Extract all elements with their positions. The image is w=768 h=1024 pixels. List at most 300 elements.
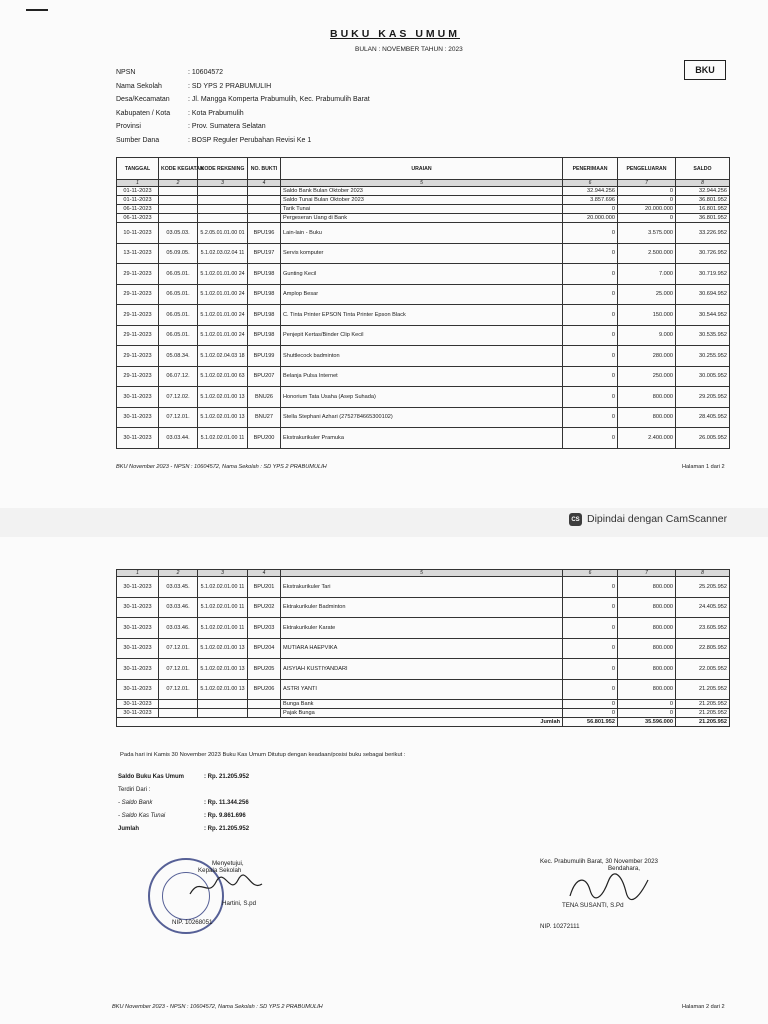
summary-label: Jumlah <box>118 825 140 832</box>
table-row <box>117 196 730 205</box>
summary-value: : Rp. 21.205.952 <box>204 773 250 780</box>
cell-kode-kegiatan: 03.03.46. <box>159 597 198 618</box>
col-number: 2 <box>159 180 198 187</box>
cell-uraian: Bunga Bank <box>281 700 563 709</box>
col-number: 3 <box>198 570 248 577</box>
col-number: 7 <box>618 180 676 187</box>
cell-kode-kegiatan: 03.03.45. <box>159 577 198 598</box>
summary-row <box>118 809 249 822</box>
cell-uraian: C. Tinta Printer EPSON Tinta Printer Epson Black <box>281 305 563 326</box>
summary-value: : Rp. 9.861.696 <box>204 812 246 819</box>
cell-uraian: Stella Stephani Azhari (2752784665300102) <box>281 407 563 428</box>
treasurer-signature-block <box>540 858 658 930</box>
cell-kode-rekening: 5.1.02.02.04.03 18 <box>198 346 248 367</box>
cell-saldo: 21.205.952 <box>676 700 730 709</box>
info-label: Kabupaten / Kota <box>116 109 171 117</box>
info-row <box>116 80 370 94</box>
cell-kode-kegiatan <box>159 196 198 205</box>
cell-kode-rekening: 5.1.02.01.01.00 24 <box>198 325 248 346</box>
col-number: 6 <box>563 570 618 577</box>
cell-no-bukti: BPU203 <box>248 618 281 639</box>
cell-no-bukti <box>248 709 281 718</box>
col-header: TANGGAL <box>117 158 159 180</box>
cell-pengeluaran: 150.000 <box>618 305 676 326</box>
table-row <box>117 325 730 346</box>
cell-kode-kegiatan <box>159 709 198 718</box>
col-header: KODE REKENING <box>198 158 248 180</box>
cell-pengeluaran: 3.575.000 <box>618 223 676 244</box>
total-pengeluaran: 35.596.000 <box>618 718 676 727</box>
cell-pengeluaran: 800.000 <box>618 659 676 680</box>
cell-saldo: 30.726.952 <box>676 243 730 264</box>
cell-saldo: 26.005.952 <box>676 428 730 449</box>
table-row <box>117 597 730 618</box>
cell-kode-kegiatan: 03.03.46. <box>159 618 198 639</box>
camscanner-watermark: Dipindai dengan CamScanner <box>587 513 728 525</box>
info-value: : Kota Prabumulih <box>188 109 244 117</box>
cell-uraian: Gunting Kecil <box>281 264 563 285</box>
table-row <box>117 709 730 718</box>
cell-saldo: 33.226.952 <box>676 223 730 244</box>
cell-kode-rekening: 5.1.02.02.01.00 13 <box>198 387 248 408</box>
cell-tanggal: 30-11-2023 <box>117 679 159 700</box>
cell-tanggal: 30-11-2023 <box>117 387 159 408</box>
table-row <box>117 214 730 223</box>
table-row <box>117 407 730 428</box>
cell-saldo: 16.801.952 <box>676 205 730 214</box>
closing-statement: Pada hari ini Kamis 30 November 2023 Buku Kas Umum Ditutup dengan keadaan/posisi buku sebagai berikut : <box>120 752 406 758</box>
cell-tanggal: 29-11-2023 <box>117 346 159 367</box>
table-header-row <box>117 158 730 180</box>
cell-saldo: 30.694.952 <box>676 284 730 305</box>
scan-mark <box>26 9 48 11</box>
summary-row <box>118 796 249 809</box>
col-number: 4 <box>248 180 281 187</box>
cell-tanggal: 30-11-2023 <box>117 638 159 659</box>
cell-kode-rekening <box>198 205 248 214</box>
cell-no-bukti: BPU200 <box>248 428 281 449</box>
cell-pengeluaran: 2.500.000 <box>618 243 676 264</box>
cell-uraian: Penjepit Kertas/Binder Clip Kecil <box>281 325 563 346</box>
cell-kode-kegiatan: 07.12.01. <box>159 679 198 700</box>
document-subtitle: BULAN : NOVEMBER TAHUN : 2023 <box>355 46 463 53</box>
cell-kode-rekening: 5.2.05.01.01.00 01 <box>198 223 248 244</box>
cell-pengeluaran: 800.000 <box>618 387 676 408</box>
cell-no-bukti: BPU198 <box>248 325 281 346</box>
summary-row <box>118 783 249 796</box>
cell-penerimaan: 0 <box>563 428 618 449</box>
cell-kode-rekening: 5.1.02.03.02.04 11 <box>198 243 248 264</box>
cell-kode-kegiatan <box>159 205 198 214</box>
cell-penerimaan: 32.944.256 <box>563 187 618 196</box>
cell-kode-kegiatan: 07.12.01. <box>159 638 198 659</box>
table-row <box>117 700 730 709</box>
cell-penerimaan: 3.857.696 <box>563 196 618 205</box>
cell-kode-rekening: 5.1.02.02.01.00 11 <box>198 428 248 449</box>
cell-pengeluaran: 20.000.000 <box>618 205 676 214</box>
summary-value: : Rp. 11.344.256 <box>204 799 249 806</box>
cell-kode-rekening <box>198 700 248 709</box>
table-row <box>117 346 730 367</box>
total-penerimaan: 56.801.952 <box>563 718 618 727</box>
page-1 <box>0 0 768 508</box>
summary-value: : Rp. 21.205.952 <box>204 825 250 832</box>
cell-saldo: 30.005.952 <box>676 366 730 387</box>
cell-penerimaan: 0 <box>563 597 618 618</box>
cell-saldo: 30.719.952 <box>676 264 730 285</box>
cell-uraian: Saldo Bank Bulan Oktober 2023 <box>281 187 563 196</box>
cell-no-bukti: BPU205 <box>248 659 281 680</box>
principal-name: Hartini, S.pd <box>222 900 257 907</box>
cell-no-bukti: BPU204 <box>248 638 281 659</box>
cell-tanggal: 30-11-2023 <box>117 597 159 618</box>
info-label: Nama Sekolah <box>116 82 162 90</box>
col-number: 1 <box>117 570 159 577</box>
cell-uraian: Servis komputer <box>281 243 563 264</box>
table-row <box>117 305 730 326</box>
cell-penerimaan: 0 <box>563 325 618 346</box>
cell-uraian: Shuttlecock badminton <box>281 346 563 367</box>
table-row <box>117 205 730 214</box>
cell-penerimaan: 0 <box>563 407 618 428</box>
cell-saldo: 36.801.952 <box>676 214 730 223</box>
cell-penerimaan: 0 <box>563 700 618 709</box>
summary-row <box>118 822 249 835</box>
cell-kode-kegiatan: 06.07.12. <box>159 366 198 387</box>
page-number: Halaman 2 dari 2 <box>682 1004 725 1010</box>
info-row <box>116 66 370 80</box>
cell-penerimaan: 0 <box>563 366 618 387</box>
cell-penerimaan: 0 <box>563 284 618 305</box>
cell-kode-kegiatan: 05.08.34. <box>159 346 198 367</box>
cell-kode-kegiatan: 07.12.01. <box>159 659 198 680</box>
info-label: NPSN <box>116 69 136 77</box>
balance-summary <box>118 770 249 835</box>
info-row <box>116 93 370 107</box>
cell-saldo: 25.205.952 <box>676 577 730 598</box>
cell-kode-rekening <box>198 214 248 223</box>
principal-signature-block <box>160 860 266 926</box>
cell-no-bukti: BPU201 <box>248 577 281 598</box>
cell-pengeluaran: 250.000 <box>618 366 676 387</box>
cell-penerimaan: 0 <box>563 264 618 285</box>
cell-pengeluaran: 9.000 <box>618 325 676 346</box>
table-row <box>117 387 730 408</box>
cell-kode-rekening: 5.1.02.02.01.00 13 <box>198 407 248 428</box>
table-row <box>117 223 730 244</box>
cell-penerimaan: 0 <box>563 638 618 659</box>
cell-kode-rekening: 5.1.02.01.01.00 24 <box>198 264 248 285</box>
info-row <box>116 134 370 148</box>
cell-saldo: 30.535.952 <box>676 325 730 346</box>
ledger-table-page-1 <box>116 157 730 449</box>
summary-label: - Saldo Bank <box>118 799 153 806</box>
cell-no-bukti: BPU198 <box>248 305 281 326</box>
cell-penerimaan: 0 <box>563 618 618 639</box>
cell-uraian: MUTIARA HAEPVIKA <box>281 638 563 659</box>
cell-kode-kegiatan <box>159 214 198 223</box>
table-row <box>117 187 730 196</box>
cell-tanggal: 29-11-2023 <box>117 264 159 285</box>
cell-tanggal: 10-11-2023 <box>117 223 159 244</box>
cell-uraian: Ekstrakurikuler Tari <box>281 577 563 598</box>
cell-uraian: Tarik Tunai <box>281 205 563 214</box>
ledger-table-page-2 <box>116 569 730 727</box>
info-value: : Jl. Mangga Komperta Prabumulih, Kec. Prabumulih Barat <box>188 96 370 104</box>
cell-kode-kegiatan: 07.12.02. <box>159 387 198 408</box>
cell-uraian: Lain-lain - Buku <box>281 223 563 244</box>
cell-kode-kegiatan <box>159 187 198 196</box>
cell-no-bukti: BPU196 <box>248 223 281 244</box>
table-row <box>117 243 730 264</box>
treasurer-nip: NIP. 10272111 <box>540 923 580 930</box>
cell-no-bukti <box>248 700 281 709</box>
treasurer-name: TENA SUSANTI, S.Pd <box>562 902 624 909</box>
column-number-row <box>117 570 730 577</box>
cell-kode-kegiatan: 05.09.05. <box>159 243 198 264</box>
cell-penerimaan: 0 <box>563 205 618 214</box>
cell-kode-rekening: 5.1.02.01.01.00 24 <box>198 284 248 305</box>
ledger-body-page-2 <box>117 577 730 718</box>
col-header: KODE KEGIATAN <box>159 158 198 180</box>
cell-no-bukti <box>248 214 281 223</box>
cell-kode-rekening: 5.1.02.02.01.00 63 <box>198 366 248 387</box>
cell-pengeluaran: 800.000 <box>618 407 676 428</box>
sign-place-date: Kec. Prabumulih Barat, 30 November 2023 <box>540 858 658 865</box>
cell-kode-rekening: 5.1.02.02.01.00 13 <box>198 679 248 700</box>
cell-saldo: 24.405.952 <box>676 597 730 618</box>
cell-saldo: 30.255.952 <box>676 346 730 367</box>
cell-pengeluaran: 2.400.000 <box>618 428 676 449</box>
cell-penerimaan: 0 <box>563 577 618 598</box>
cell-pengeluaran: 0 <box>618 700 676 709</box>
summary-label: Terdiri Dari : <box>118 786 151 793</box>
cell-kode-rekening: 5.1.02.02.01.00 11 <box>198 597 248 618</box>
treasurer-role: Bendahara, <box>608 865 640 872</box>
table-row <box>117 428 730 449</box>
cell-pengeluaran: 0 <box>618 709 676 718</box>
cell-uraian: Amplop Besar <box>281 284 563 305</box>
cell-saldo: 36.801.952 <box>676 196 730 205</box>
cell-no-bukti: BNU26 <box>248 387 281 408</box>
cell-tanggal: 29-11-2023 <box>117 366 159 387</box>
table-row <box>117 284 730 305</box>
cell-kode-rekening: 5.1.02.02.01.00 13 <box>198 659 248 680</box>
cell-penerimaan: 20.000.000 <box>563 214 618 223</box>
cell-kode-rekening: 5.1.02.02.01.00 11 <box>198 577 248 598</box>
col-number: 2 <box>159 570 198 577</box>
cell-kode-kegiatan: 03.03.44. <box>159 428 198 449</box>
cell-no-bukti: BPU206 <box>248 679 281 700</box>
cell-saldo: 21.205.952 <box>676 679 730 700</box>
cell-no-bukti: BPU199 <box>248 346 281 367</box>
cell-no-bukti: BNU27 <box>248 407 281 428</box>
camscanner-icon: CS <box>569 513 582 526</box>
cell-uraian: Ekstrakurikuler Pramuka <box>281 428 563 449</box>
cell-tanggal: 30-11-2023 <box>117 659 159 680</box>
cell-saldo: 22.805.952 <box>676 638 730 659</box>
cell-pengeluaran: 800.000 <box>618 618 676 639</box>
cell-kode-kegiatan: 06.05.01. <box>159 284 198 305</box>
cell-no-bukti: BPU202 <box>248 597 281 618</box>
table-row <box>117 577 730 598</box>
info-value: : 10604572 <box>188 69 224 77</box>
column-number-row <box>117 180 730 187</box>
col-header: URAIAN <box>281 158 563 180</box>
signature-icon <box>564 872 654 902</box>
principal-role: Menyetujui, <box>212 860 244 867</box>
table-row <box>117 679 730 700</box>
document-title: BUKU KAS UMUM <box>330 28 460 40</box>
cell-saldo: 32.944.256 <box>676 187 730 196</box>
school-info <box>116 66 370 147</box>
cell-penerimaan: 0 <box>563 223 618 244</box>
col-header: NO. BUKTI <box>248 158 281 180</box>
cell-pengeluaran: 7.000 <box>618 264 676 285</box>
cell-kode-rekening <box>198 709 248 718</box>
total-row <box>117 718 730 727</box>
cell-tanggal: 01-11-2023 <box>117 187 159 196</box>
cell-pengeluaran: 0 <box>618 214 676 223</box>
cell-tanggal: 29-11-2023 <box>117 305 159 326</box>
total-saldo: 21.205.952 <box>676 718 730 727</box>
cell-saldo: 22.005.952 <box>676 659 730 680</box>
col-number: 8 <box>676 570 730 577</box>
cell-saldo: 23.605.952 <box>676 618 730 639</box>
cell-saldo: 21.205.952 <box>676 709 730 718</box>
cell-saldo: 30.544.952 <box>676 305 730 326</box>
cell-penerimaan: 0 <box>563 346 618 367</box>
cell-saldo: 28.405.952 <box>676 407 730 428</box>
page-footer: BKU November 2023 - NPSN : 10604572, Nama Sekolah : SD YPS 2 PRABUMULIH <box>112 1004 323 1010</box>
principal-role-title: Kepala Sekolah <box>198 867 242 874</box>
cell-penerimaan: 0 <box>563 659 618 680</box>
cell-no-bukti <box>248 205 281 214</box>
cell-tanggal: 30-11-2023 <box>117 700 159 709</box>
col-header: PENERIMAAN <box>563 158 618 180</box>
info-label: Provinsi <box>116 123 141 131</box>
cell-pengeluaran: 800.000 <box>618 638 676 659</box>
col-number: 3 <box>198 180 248 187</box>
page-footer: BKU November 2023 - NPSN : 10604572, Nama Sekolah : SD YPS 2 PRABUMULIH <box>116 464 327 470</box>
cell-penerimaan: 0 <box>563 679 618 700</box>
cell-pengeluaran: 0 <box>618 196 676 205</box>
cell-pengeluaran: 800.000 <box>618 679 676 700</box>
col-number: 4 <box>248 570 281 577</box>
cell-penerimaan: 0 <box>563 243 618 264</box>
cell-uraian: Pajak Bunga <box>281 709 563 718</box>
cell-kode-rekening: 5.1.02.02.01.00 11 <box>198 618 248 639</box>
cell-kode-rekening: 5.1.02.02.01.00 13 <box>198 638 248 659</box>
cell-tanggal: 30-11-2023 <box>117 709 159 718</box>
cell-tanggal: 06-11-2023 <box>117 205 159 214</box>
principal-nip: NIP. 10268051 <box>172 919 213 926</box>
col-number: 5 <box>281 180 563 187</box>
cell-tanggal: 01-11-2023 <box>117 196 159 205</box>
cell-kode-kegiatan: 06.05.01. <box>159 264 198 285</box>
cell-no-bukti <box>248 196 281 205</box>
info-row <box>116 107 370 121</box>
cell-kode-kegiatan: 06.05.01. <box>159 325 198 346</box>
summary-label: - Saldo Kas Tunai <box>118 812 166 819</box>
cell-penerimaan: 0 <box>563 709 618 718</box>
cell-kode-kegiatan: 06.05.01. <box>159 305 198 326</box>
ledger-body-page-1 <box>117 187 730 449</box>
col-header: PENGELUARAN <box>618 158 676 180</box>
cell-pengeluaran: 800.000 <box>618 597 676 618</box>
cell-no-bukti: BPU207 <box>248 366 281 387</box>
table-row <box>117 618 730 639</box>
cell-tanggal: 30-11-2023 <box>117 407 159 428</box>
cell-kode-kegiatan <box>159 700 198 709</box>
page-number: Halaman 1 dari 2 <box>682 464 725 470</box>
info-value: : Prov. Sumatera Selatan <box>188 123 266 131</box>
cell-uraian: AISYIAH KUSTIYANDARI <box>281 659 563 680</box>
bku-badge: BKU <box>684 60 726 80</box>
cell-tanggal: 29-11-2023 <box>117 325 159 346</box>
cell-uraian: Belanja Pulsa Internet <box>281 366 563 387</box>
info-label: Sumber Dana <box>116 136 160 144</box>
cell-penerimaan: 0 <box>563 387 618 408</box>
cell-uraian: Ektrakurikuler Badminton <box>281 597 563 618</box>
cell-no-bukti: BPU197 <box>248 243 281 264</box>
col-number: 7 <box>618 570 676 577</box>
cell-kode-rekening <box>198 196 248 205</box>
total-label: Jumlah <box>117 718 563 727</box>
cell-tanggal: 06-11-2023 <box>117 214 159 223</box>
col-number: 8 <box>676 180 730 187</box>
cell-kode-kegiatan: 07.12.01. <box>159 407 198 428</box>
cell-pengeluaran: 25.000 <box>618 284 676 305</box>
cell-no-bukti: BPU198 <box>248 284 281 305</box>
summary-label: Saldo Buku Kas Umum <box>118 773 185 780</box>
cell-no-bukti <box>248 187 281 196</box>
cell-uraian: Honorium Tata Usaha (Asep Suhada) <box>281 387 563 408</box>
cell-kode-rekening: 5.1.02.01.01.00 24 <box>198 305 248 326</box>
table-row <box>117 638 730 659</box>
info-label: Desa/Kecamatan <box>116 96 170 104</box>
col-number: 1 <box>117 180 159 187</box>
cell-tanggal: 30-11-2023 <box>117 428 159 449</box>
cell-kode-rekening <box>198 187 248 196</box>
cell-uraian: Pergeseran Uang di Bank <box>281 214 563 223</box>
info-value: : BOSP Reguler Perubahan Revisi Ke 1 <box>188 136 312 144</box>
info-value: : SD YPS 2 PRABUMULIH <box>188 82 272 90</box>
cell-uraian: Ektrakurikuler Karate <box>281 618 563 639</box>
cell-uraian: ASTRI YANTI <box>281 679 563 700</box>
cell-pengeluaran: 800.000 <box>618 577 676 598</box>
cell-pengeluaran: 280.000 <box>618 346 676 367</box>
col-header: SALDO <box>676 158 730 180</box>
cell-tanggal: 30-11-2023 <box>117 618 159 639</box>
signature-icon <box>186 874 266 900</box>
summary-row <box>118 770 249 783</box>
cell-saldo: 29.205.952 <box>676 387 730 408</box>
cell-penerimaan: 0 <box>563 305 618 326</box>
col-number: 5 <box>281 570 563 577</box>
cell-tanggal: 29-11-2023 <box>117 284 159 305</box>
table-row <box>117 366 730 387</box>
cell-tanggal: 30-11-2023 <box>117 577 159 598</box>
cell-tanggal: 13-11-2023 <box>117 243 159 264</box>
col-number: 6 <box>563 180 618 187</box>
table-row <box>117 264 730 285</box>
cell-no-bukti: BPU198 <box>248 264 281 285</box>
info-row <box>116 120 370 134</box>
cell-kode-kegiatan: 03.05.03. <box>159 223 198 244</box>
cell-pengeluaran: 0 <box>618 187 676 196</box>
cell-uraian: Saldo Tunai Bulan Oktober 2023 <box>281 196 563 205</box>
